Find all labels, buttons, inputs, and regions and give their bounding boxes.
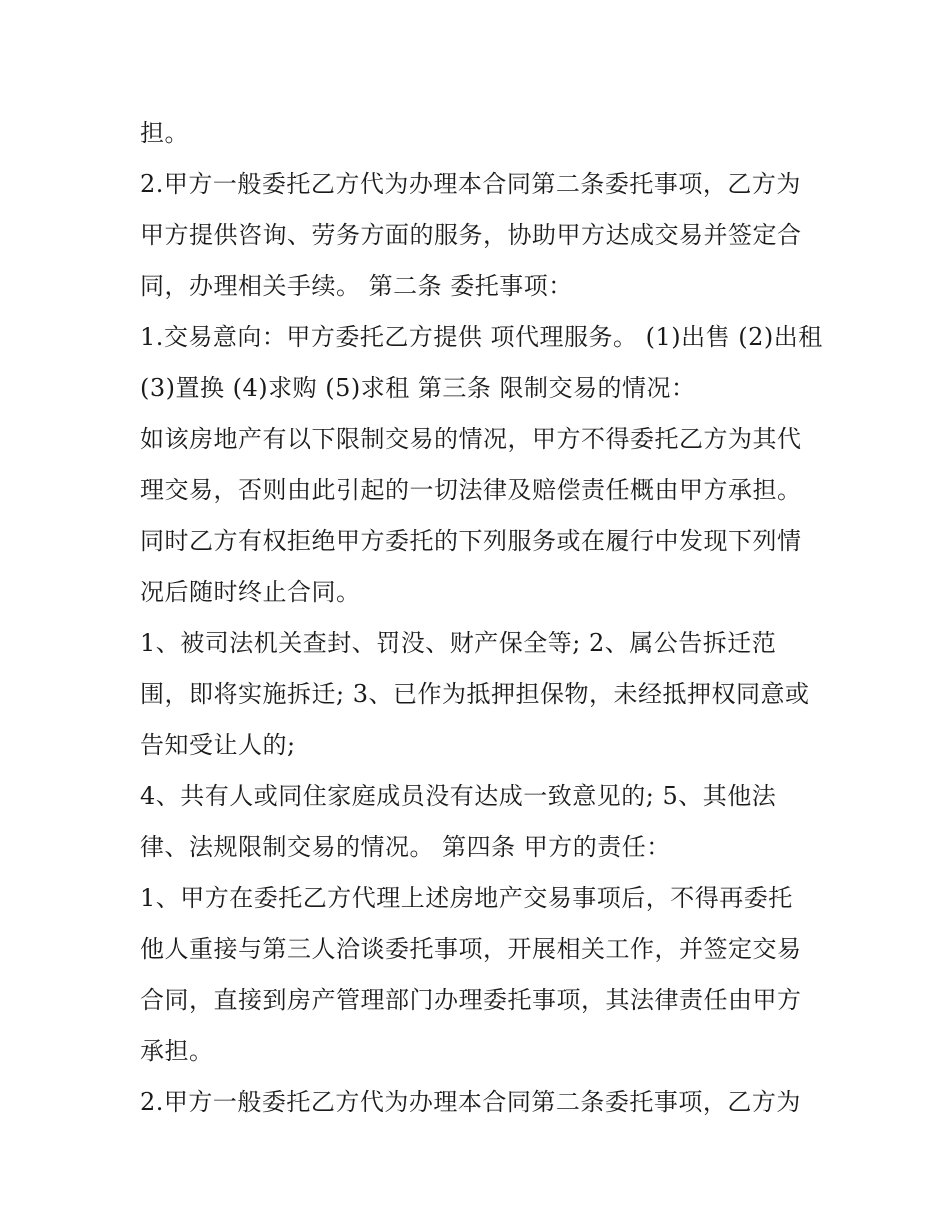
text-line: 他人重接与第三人洽谈委托事项，开展相关工作，并签定交易 <box>140 935 802 963</box>
text-line: 况后随时终止合同。 <box>140 578 361 606</box>
text-line: 承担。 <box>140 1037 214 1065</box>
text-line: 4、共有人或同住家庭成员没有达成一致意见的; 5、其他法 <box>140 782 777 810</box>
text-line: 同，办理相关手续。 第二条 委托事项： <box>140 272 573 300</box>
text-line: 围，即将实施拆迁; 3、已作为抵押担保物，未经抵押权同意或 <box>140 680 810 708</box>
text-line: 1.交易意向：甲方委托乙方提供 项代理服务。 (1)出售 (2)出租 <box>140 323 823 351</box>
text-line: 2.甲方一般委托乙方代为办理本合同第二条委托事项，乙方为 <box>140 1088 801 1116</box>
text-line: 1、被司法机关查封、罚没、财产保全等; 2、属公告拆迁范 <box>140 629 777 657</box>
text-line: 2.甲方一般委托乙方代为办理本合同第二条委托事项，乙方为 <box>140 170 801 198</box>
text-line: 告知受让人的; <box>140 731 296 759</box>
text-line: 如该房地产有以下限制交易的情况，甲方不得委托乙方为其代 <box>140 425 802 453</box>
text-line: 合同，直接到房产管理部门办理委托事项，其法律责任由甲方 <box>140 986 802 1014</box>
text-line: 同时乙方有权拒绝甲方委托的下列服务或在履行中发现下列情 <box>140 527 802 555</box>
text-line: 甲方提供咨询、劳务方面的服务，协助甲方达成交易并签定合 <box>140 221 802 249</box>
document-body <box>140 108 823 1128</box>
text-line: 1、甲方在委托乙方代理上述房地产交易事项后，不得再委托 <box>140 884 793 912</box>
text-line: 理交易，否则由此引起的一切法律及赔偿责任概由甲方承担。 <box>140 476 802 504</box>
text-line: 律、法规限制交易的情况。 第四条 甲方的责任： <box>140 833 671 861</box>
text-line: (3)置换 (4)求购 (5)求租 第三条 限制交易的情况： <box>140 374 696 402</box>
text-line: 担。 <box>140 119 189 147</box>
